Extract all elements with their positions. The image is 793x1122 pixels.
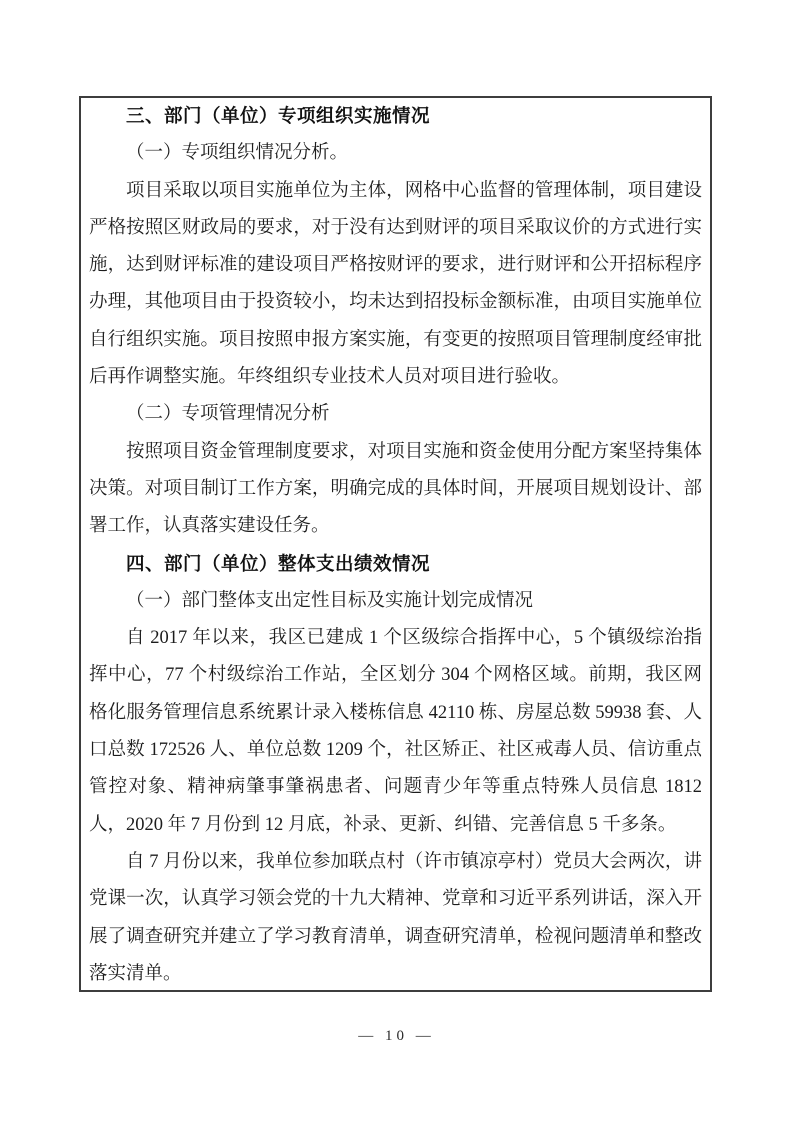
subsection-heading-overall-expenditure: （一）部门整体支出定性目标及实施计划完成情况 xyxy=(126,590,534,611)
section-heading-four: 四、部门（单位）整体支出绩效情况 xyxy=(126,553,431,575)
section-heading-three: 三、部门（单位）专项组织实施情况 xyxy=(126,106,431,127)
page-number: — 10 — xyxy=(358,1028,435,1044)
paragraph-project-implementation: 项目采取以项目实施单位为主体，网格中心监督的管理体制，项目建设严格按照区财政局的要求，对于没有达到财评的项目采取议价的方式进行实施，达到财评标准的建设项目严格按财评的要求，进行财评和公开招标程序办理，其他项目由于投资较小，均未达到招投标金额标准，由项目实施单位自行组织实施。项目按照申报方案实施，有变更的按照项目管理制度经审批后再作调整实施。年终组织专业技术人员对项目进行验收。 xyxy=(89,180,702,388)
paragraph-party-activities: 自 7 月份以来，我单位参加联点村（许市镇凉亭村）党员大会两次，讲党课一次，认真学习领会党的十九大精神、党章和习近平系列讲话，深入开展了调查研究并建立了学习教育清单，调查研究清单，检视问题清单和整改落实清单。 xyxy=(89,851,702,984)
page-border-frame xyxy=(79,96,712,992)
subsection-heading-special-management: （二）专项管理情况分析 xyxy=(126,404,330,425)
paragraph-grid-system-statistics: 自 2017 年以来，我区已建成 1 个区级综合指挥中心，5 个镇级综治指挥中心，77 个村级综治工作站，全区划分 304 个网格区域。前期，我区网格化服务管理信息系统累计录入楼栋信息 42110 栋、房屋总数 59938 套、人口总数 172526 人、单位总数 1209 个，社区矫正、社区戒毒人员、信访重点管控对象、精神病肇事肇祸患者、问题青少年等重点特殊人员信息 1812 人，2020 年 7 月份到 12 月底，补录、更新、纠错、完善信息 5 千多条。 xyxy=(89,628,702,835)
subsection-heading-special-org: （一）专项组织情况分析。 xyxy=(126,143,349,164)
paragraph-fund-management: 按照项目资金管理制度要求，对项目实施和资金使用分配方案坚持集体决策。对项目制订工作方案，明确完成的具体时间，开展项目规划设计、部署工作，认真落实建设任务。 xyxy=(89,441,702,537)
